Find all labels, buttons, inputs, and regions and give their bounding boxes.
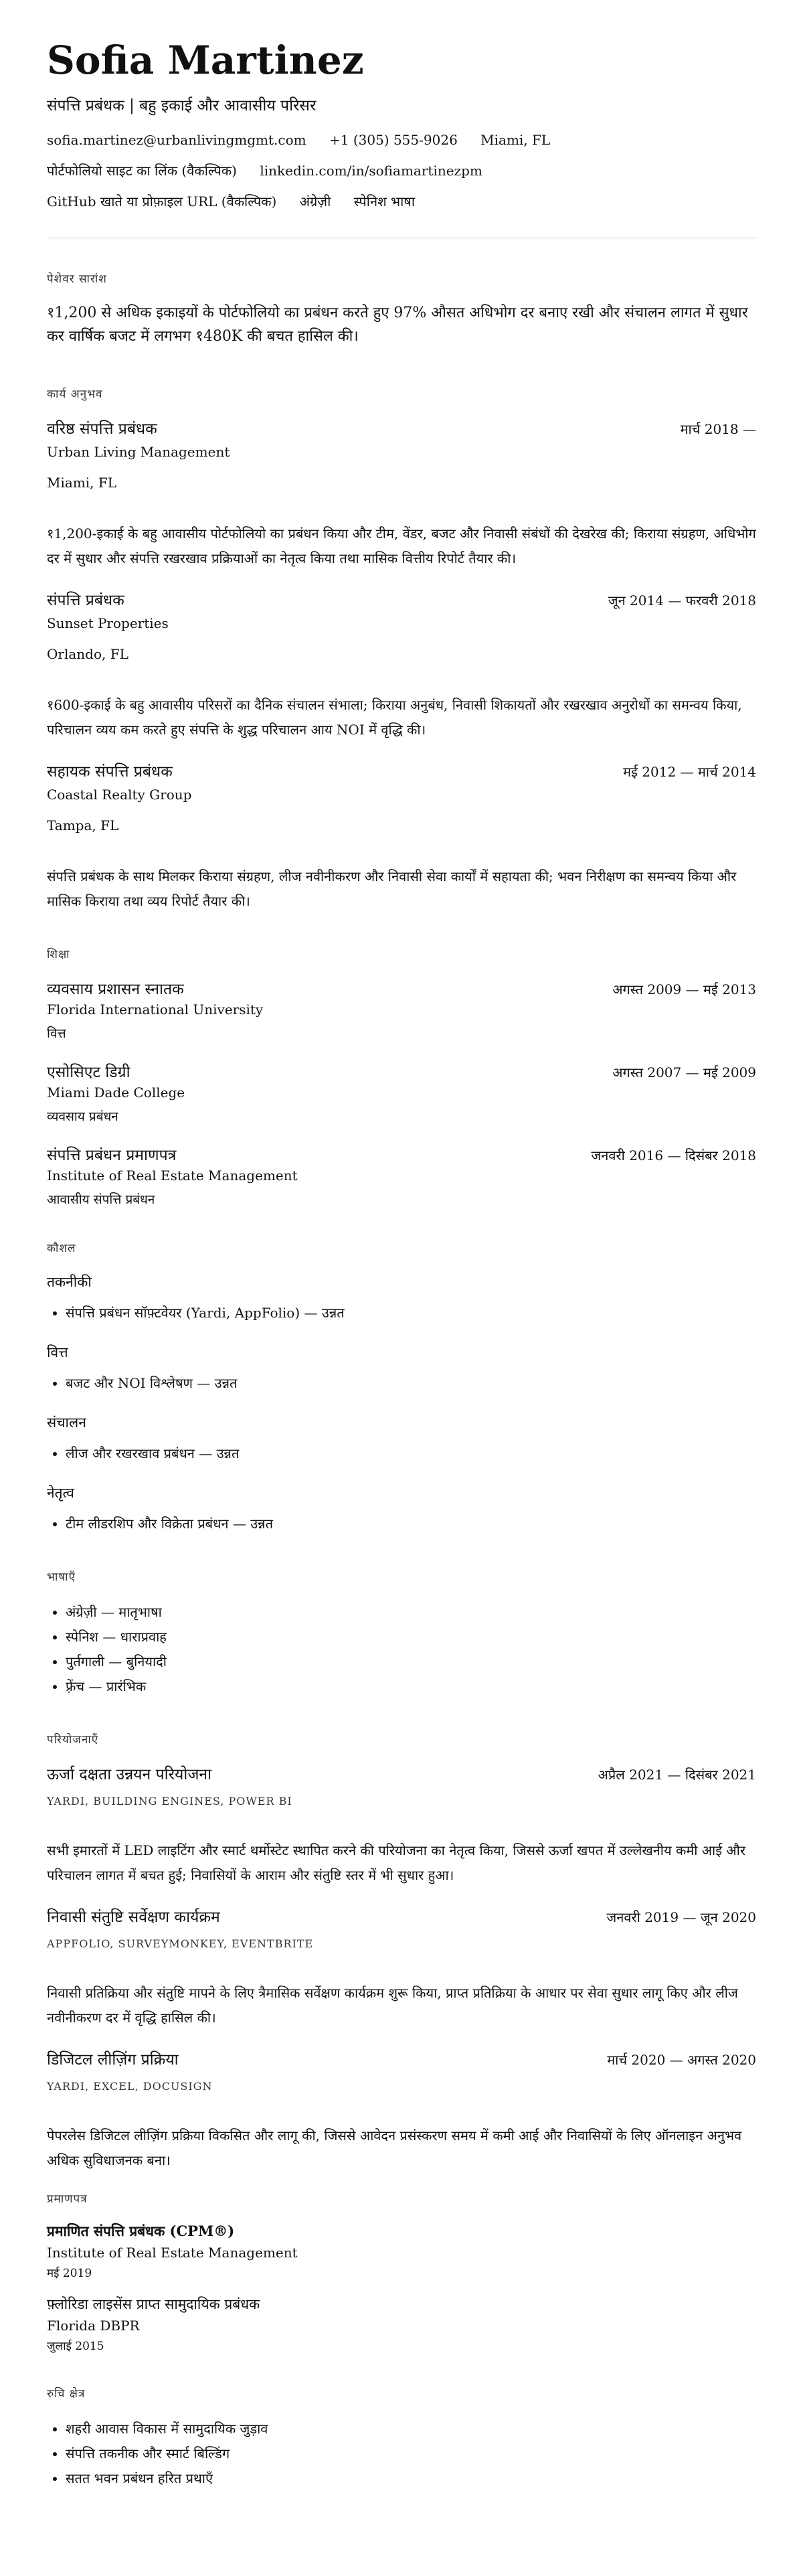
language-item: • फ़्रेंच — प्रारंभिक	[66, 1674, 756, 1699]
projects-section	[47, 1731, 756, 2173]
section-title-summary: पेशेवर सारांश	[47, 272, 107, 287]
summary-section	[47, 270, 756, 347]
project-tech: APPFOLIO, SURVEYMONKEY, EVENTBRITE	[47, 1937, 314, 1950]
skills-section	[47, 1240, 756, 1536]
interest-list	[47, 2417, 756, 2491]
skill-group-title: संचालन	[47, 1414, 86, 1431]
project-description: सभी इमारतों में LED लाइटिंग और स्मार्ट थर्मोस्टेट स्थापित करने की परियोजना का नेतृत्व किया, जिससे ऊर्जा खपत में उल्लेखनीय कमी आई और परिचालन लागत में बचत हुई; निवासियों के आराम और संतुष्टि स्तर में भी सुधार हुआ।	[47, 1842, 746, 1883]
section-title-projects: परियोजनाएँ	[47, 1733, 99, 1747]
resume-header	[47, 37, 756, 211]
school-name: Miami Dade College	[47, 1084, 185, 1101]
degree-title: एसोसिएट डिग्री	[47, 1063, 130, 1081]
skill-group-title: वित्त	[47, 1344, 68, 1360]
skill-list	[47, 1371, 756, 1396]
education-date: अगस्त 2007 — मई 2009	[612, 1064, 756, 1080]
skill-item: • टीम लीडरशिप और विक्रेता प्रबंधन — उन्नत	[66, 1512, 756, 1536]
skill-list	[47, 1441, 756, 1466]
job-location: Orlando, FL	[47, 645, 128, 662]
education-item	[47, 977, 756, 1042]
languages-section	[47, 1568, 756, 1699]
project-tech: YARDI, BUILDING ENGINES, POWER BI	[47, 1794, 292, 1807]
skill-list	[47, 1301, 756, 1325]
job-description: १1,200-इकाई के बहु आवासीय पोर्टफोलियो का प्रबंधन किया और टीम, वेंडर, बजट और निवासी संबंधों की देखरेख की; किराया संग्रहण, अधिभोग दर में सुधार और संपत्ति रखरखाव प्रक्रियाओं का नेतृत्व किया तथा मासिक वित्तीय रिपोर्ट तैयार की।	[47, 525, 756, 566]
certification-date: मई 2019	[47, 2266, 92, 2280]
education-detail: व्यवसाय प्रबंधन	[47, 1109, 118, 1124]
project-title: डिजिटल लीज़िंग प्रक्रिया	[47, 2050, 179, 2069]
job-date: मई 2012 — मार्च 2014	[623, 763, 756, 780]
phone-number: +1 (305) 555-9026	[329, 132, 458, 149]
education-detail: वित्त	[47, 1026, 66, 1041]
interest-item: • शहरी आवास विकास में सामुदायिक जुड़ाव	[66, 2417, 756, 2441]
certification-item	[47, 2295, 756, 2353]
skill-list	[47, 1512, 756, 1536]
linkedin-link[interactable]: linkedin.com/in/sofiamartinezpm	[260, 163, 482, 179]
certification-org: Institute of Real Estate Management	[47, 2244, 298, 2261]
project-date: मार्च 2020 — अगस्त 2020	[607, 2051, 756, 2068]
experience-item	[47, 588, 756, 742]
interest-item: • संपत्ति तकनीक और स्मार्ट बिल्डिंग	[66, 2441, 756, 2466]
education-section	[47, 946, 756, 1208]
contact-line-1	[47, 131, 756, 149]
school-name: Institute of Real Estate Management	[47, 1167, 298, 1184]
project-item	[47, 2048, 756, 2173]
job-company: Sunset Properties	[47, 615, 169, 631]
certification-date: जुलाई 2015	[47, 2339, 104, 2353]
project-title: ऊर्जा दक्षता उन्नयन परियोजना	[47, 1765, 212, 1783]
job-description: संपत्ति प्रबंधक के साथ मिलकर किराया संग्रहण, लीज नवीनीकरण और निवासी सेवा कार्यों में सहायता की; भवन निरीक्षण का समन्वय किया और मासिक किराया तथा व्यय रिपोर्ट तैयार की।	[47, 868, 737, 909]
degree-title: व्यवसाय प्रशासन स्नातक	[47, 980, 184, 998]
job-title: सहायक संपत्ति प्रबंधक	[47, 762, 173, 781]
skill-group-title: नेतृत्व	[47, 1484, 74, 1501]
skill-group-title: तकनीकी	[47, 1273, 92, 1290]
project-item	[47, 1763, 756, 1888]
job-description: १600-इकाई के बहु आवासीय परिसरों का दैनिक संचालन संभाला; किराया अनुबंध, निवासी शिकायतों और रखरखाव अनुरोधों का समन्वय किया, परिचालन व्यय कम करते हुए संपत्ति के शुद्ध परिचालन आय NOI में वृद्धि की।	[47, 696, 742, 738]
candidate-name: Sofia Martinez	[47, 37, 364, 83]
job-date: मार्च 2018 —	[680, 420, 756, 437]
job-company: Coastal Realty Group	[47, 786, 192, 803]
education-item	[47, 1143, 756, 1208]
experience-section	[47, 386, 756, 914]
contact-line-2	[47, 161, 756, 180]
project-title: निवासी संतुष्टि सर्वेक्षण कार्यक्रम	[47, 1908, 220, 1926]
project-description: पेपरलेस डिजिटल लीज़िंग प्रक्रिया विकसित और लागू की, जिससे आवेदन प्रसंस्करण समय में कमी आई और निवासियों के लिए ऑनलाइन अनुभव अधिक सुविधाजनक बना।	[47, 2127, 742, 2168]
job-location: Miami, FL	[47, 474, 117, 491]
email-link[interactable]: sofia.martinez@urbanlivingmgmt.com	[47, 132, 306, 149]
project-tech: YARDI, EXCEL, DOCUSIGN	[47, 2079, 213, 2093]
skill-item: • लीज और रखरखाव प्रबंधन — उन्नत	[66, 1441, 756, 1466]
job-title: वरिष्ठ संपत्ति प्रबंधक	[47, 420, 157, 438]
job-company: Urban Living Management	[47, 443, 230, 460]
job-location: Tampa, FL	[47, 817, 119, 833]
experience-item	[47, 417, 756, 571]
project-description: निवासी प्रतिक्रिया और संतुष्टि मापने के लिए त्रैमासिक सर्वेक्षण कार्यक्रम शुरू किया, प्राप्त प्रतिक्रिया के आधार पर सेवा सुधार लागू किए और लीज नवीनीकरण दर में वृद्धि हासिल की।	[47, 1984, 738, 2026]
contact-extra-1: अंग्रेज़ी	[299, 193, 331, 210]
github-link[interactable]: GitHub खाते या प्रोफ़ाइल URL (वैकल्पिक)	[47, 193, 277, 210]
experience-item	[47, 760, 756, 914]
section-title-education: शिक्षा	[47, 947, 70, 961]
section-title-experience: कार्य अनुभव	[47, 387, 103, 401]
certification-org: Florida DBPR	[47, 2317, 140, 2334]
project-item	[47, 1905, 756, 2030]
interests-section	[47, 2385, 756, 2491]
contact-extra-2: स्पेनिश भाषा	[353, 193, 416, 210]
interest-item: • सतत भवन प्रबंधन हरित प्रथाएँ	[66, 2466, 756, 2491]
section-title-certifications: प्रमाणपत्र	[47, 2192, 88, 2206]
job-title: संपत्ति प्रबंधक	[47, 591, 124, 609]
education-detail: आवासीय संपत्ति प्रबंधन	[47, 1192, 155, 1207]
language-item: • अंग्रेज़ी — मातृभाषा	[66, 1600, 756, 1625]
certification-title: प्रमाणित संपत्ति प्रबंधक (CPM®)	[47, 2222, 235, 2239]
project-date: जनवरी 2019 — जून 2020	[606, 1909, 756, 1925]
skill-item: • बजट और NOI विश्लेषण — उन्नत	[66, 1371, 756, 1396]
school-name: Florida International University	[47, 1001, 264, 1018]
certification-title: फ़्लोरिडा लाइसेंस प्राप्त सामुदायिक प्रबंधक	[47, 2296, 260, 2312]
section-title-skills: कौशल	[47, 1241, 76, 1255]
summary-text: १1,200 से अधिक इकाइयों के पोर्टफोलियो का प्रबंधन करते हुए 97% औसत अधिभोग दर बनाए रखी और संचालन लागत में सुधार कर वार्षिक बजट में लगभग १480K की बचत हासिल की।	[47, 305, 748, 345]
education-item	[47, 1060, 756, 1125]
skill-item: • संपत्ति प्रबंधन सॉफ़्टवेयर (Yardi, AppFolio) — उन्नत	[66, 1301, 756, 1325]
headline: संपत्ति प्रबंधक | बहु इकाई और आवासीय परिसर	[47, 96, 317, 114]
language-list	[47, 1600, 756, 1699]
contact-line-3	[47, 192, 756, 211]
education-date: अगस्त 2009 — मई 2013	[612, 981, 756, 997]
location: Miami, FL	[480, 132, 551, 149]
job-date: जून 2014 — फरवरी 2018	[608, 592, 756, 609]
section-title-languages: भाषाएँ	[47, 1570, 76, 1584]
certification-item	[47, 2222, 756, 2280]
language-item: • स्पेनिश — धाराप्रवाह	[66, 1625, 756, 1649]
certifications-section	[47, 2190, 756, 2353]
education-date: जनवरी 2016 — दिसंबर 2018	[591, 1147, 756, 1163]
degree-title: संपत्ति प्रबंधन प्रमाणपत्र	[47, 1146, 177, 1164]
section-title-interests: रुचि क्षेत्र	[47, 2387, 86, 2401]
project-date: अप्रैल 2021 — दिसंबर 2021	[598, 1766, 756, 1783]
language-item: • पुर्तगाली — बुनियादी	[66, 1649, 756, 1674]
portfolio-link[interactable]: पोर्टफोलियो साइट का लिंक (वैकल्पिक)	[47, 163, 237, 179]
